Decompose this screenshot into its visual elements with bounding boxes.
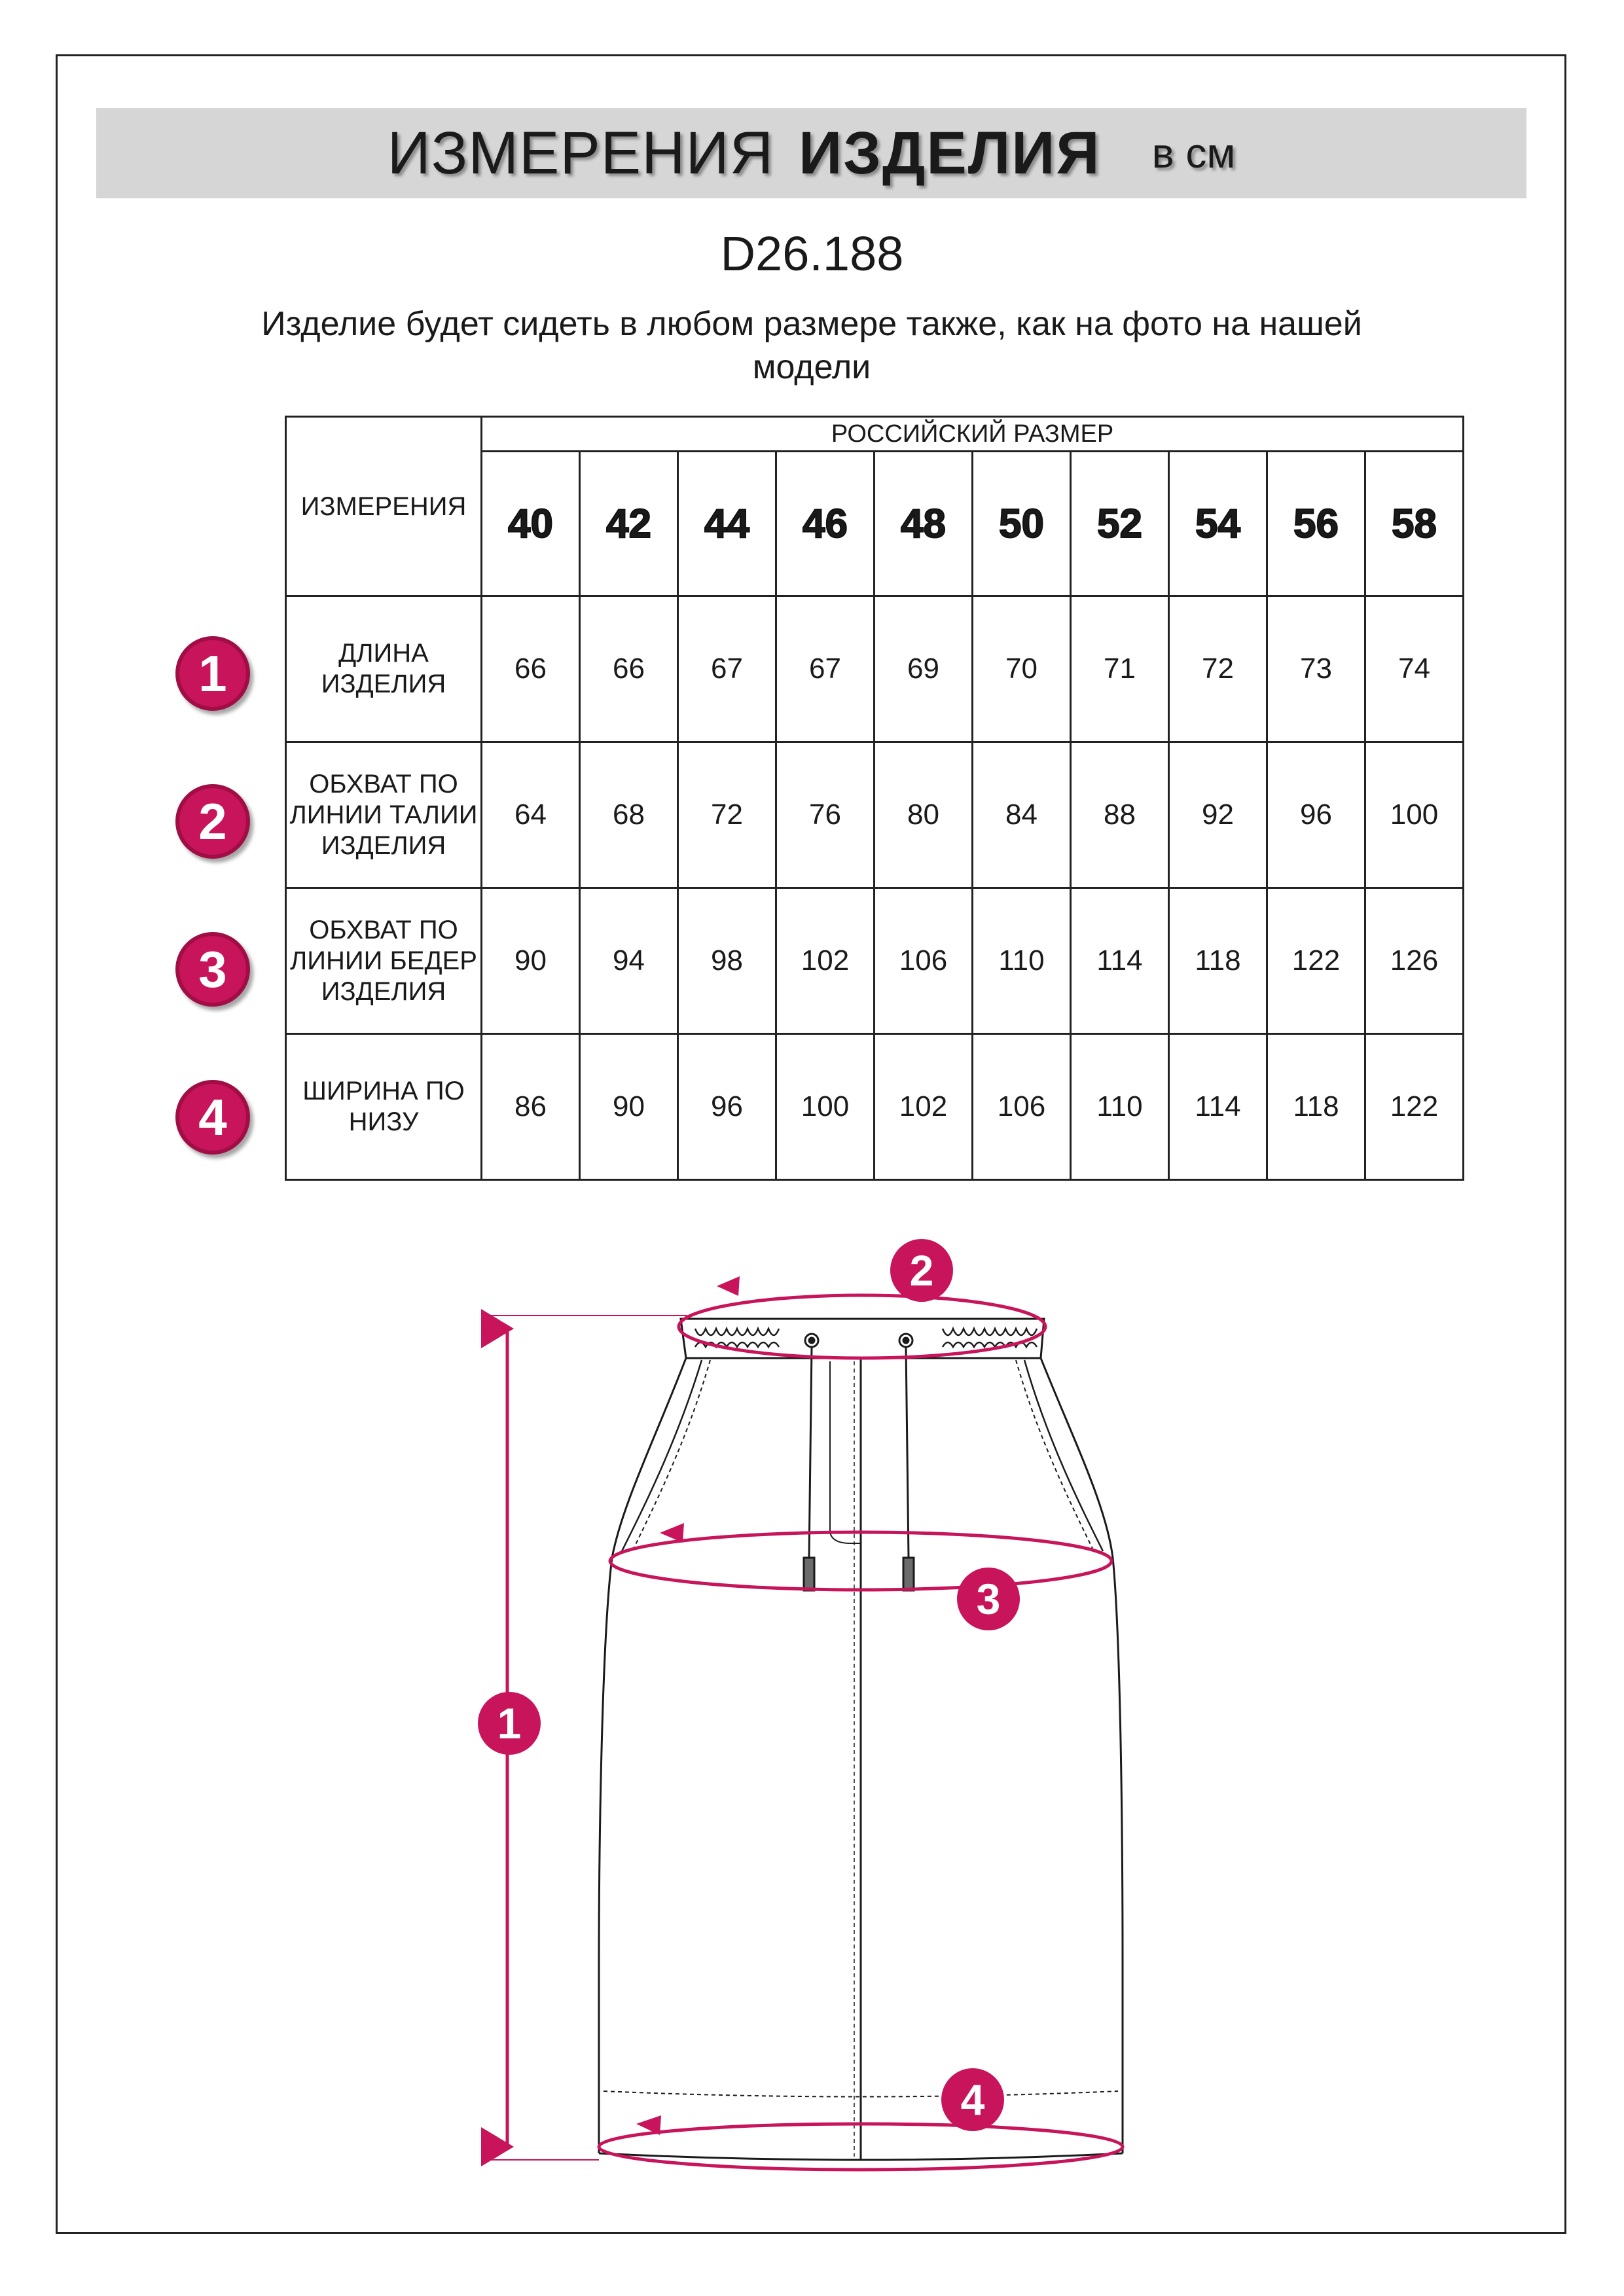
diagram-badge-3: 3 [957, 1568, 1020, 1630]
row-label: ШИРИНА ПО НИЗУ [286, 1034, 482, 1180]
measurement-badge-1: 1 [175, 636, 250, 711]
measurement-badge-2: 2 [175, 784, 250, 859]
table-cell: 96 [1267, 742, 1365, 888]
table-cell: 98 [678, 888, 776, 1034]
size-44: 44 [678, 452, 776, 596]
table-cell: 122 [1267, 888, 1365, 1034]
table-cell: 122 [1365, 1034, 1464, 1180]
size-46: 46 [776, 452, 875, 596]
table-cell: 92 [1169, 742, 1267, 888]
table-cell: 96 [678, 1034, 776, 1180]
table-cell: 67 [678, 596, 776, 742]
table-cell: 94 [580, 888, 678, 1034]
size-58: 58 [1365, 452, 1464, 596]
table-cell: 64 [482, 742, 580, 888]
table-cell: 69 [875, 596, 973, 742]
title-part1: ИЗМЕРЕНИЯ [387, 119, 774, 187]
table-cell: 118 [1267, 1034, 1365, 1180]
title-unit: в см [1151, 130, 1236, 177]
size-52: 52 [1071, 452, 1169, 596]
size-54: 54 [1169, 452, 1267, 596]
size-56: 56 [1267, 452, 1365, 596]
table-cell: 114 [1169, 1034, 1267, 1180]
table-cell: 100 [1365, 742, 1464, 888]
size-40: 40 [482, 452, 580, 596]
table-cell: 114 [1071, 888, 1169, 1034]
table-cell: 70 [973, 596, 1071, 742]
table-cell: 73 [1267, 596, 1365, 742]
table-cell: 71 [1071, 596, 1169, 742]
table-cell: 72 [678, 742, 776, 888]
table-cell: 86 [482, 1034, 580, 1180]
table-cell: 76 [776, 742, 875, 888]
table-cell: 100 [776, 1034, 875, 1180]
russian-size-header: РОССИЙСКИЙ РАЗМЕР [482, 417, 1464, 452]
diagram-badge-4: 4 [941, 2068, 1004, 2131]
table-cell: 110 [973, 888, 1071, 1034]
title-part2: ИЗДЕЛИЯ [799, 119, 1101, 187]
table-cell: 74 [1365, 596, 1464, 742]
table-cell: 106 [973, 1034, 1071, 1180]
measurement-badge-4: 4 [175, 1080, 250, 1155]
diagram-badge-2: 2 [890, 1239, 953, 1302]
table-cell: 68 [580, 742, 678, 888]
table-cell: 106 [875, 888, 973, 1034]
measurements-header: ИЗМЕРЕНИЯ [286, 417, 482, 596]
table-cell: 102 [875, 1034, 973, 1180]
table-cell: 102 [776, 888, 875, 1034]
article-number: D26.188 [720, 226, 904, 281]
size-48: 48 [875, 452, 973, 596]
table-cell: 67 [776, 596, 875, 742]
table-cell: 90 [482, 888, 580, 1034]
table-cell: 84 [973, 742, 1071, 888]
table-cell: 72 [1169, 596, 1267, 742]
table-cell: 90 [580, 1034, 678, 1180]
table-cell: 80 [875, 742, 973, 888]
row-label: ОБХВАТ ПО ЛИНИИ ТАЛИИ ИЗДЕЛИЯ [286, 742, 482, 888]
table-cell: 66 [482, 596, 580, 742]
diagram-badge-1: 1 [478, 1692, 541, 1755]
size-50: 50 [973, 452, 1071, 596]
row-label: ДЛИНА ИЗДЕЛИЯ [286, 596, 482, 742]
table-cell: 126 [1365, 888, 1464, 1034]
table-cell: 118 [1169, 888, 1267, 1034]
table-cell: 88 [1071, 742, 1169, 888]
row-label: ОБХВАТ ПО ЛИНИИ БЕДЕР ИЗДЕЛИЯ [286, 888, 482, 1034]
fit-note: Изделие будет сидеть в любом размере также, как на фото на нашей модели [261, 305, 1362, 386]
size-42: 42 [580, 452, 678, 596]
measurement-badge-3: 3 [175, 932, 250, 1007]
table-cell: 110 [1071, 1034, 1169, 1180]
table-cell: 66 [580, 596, 678, 742]
